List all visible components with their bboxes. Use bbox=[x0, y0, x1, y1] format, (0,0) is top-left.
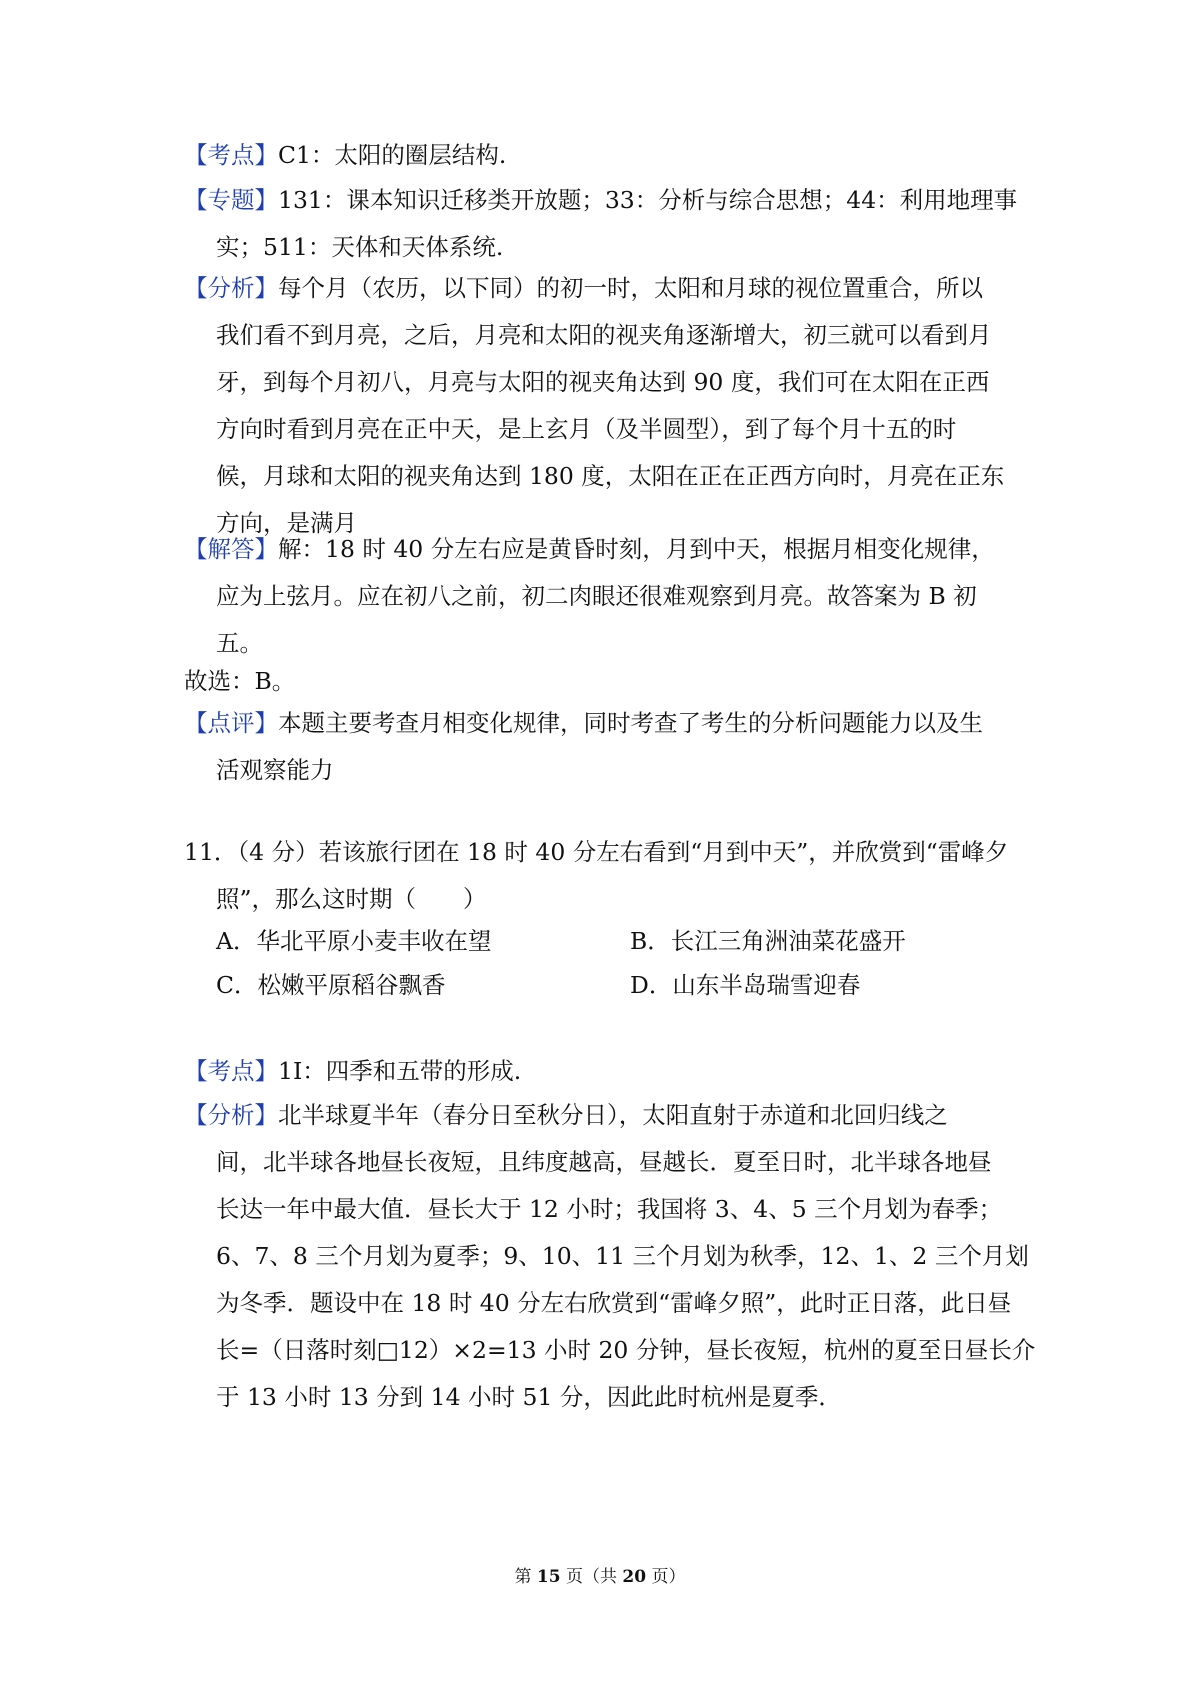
jieda-1-line-3: 五。 bbox=[216, 629, 263, 657]
fenxi-2 bbox=[184, 1092, 1036, 1421]
fenxi-1-line-1: 每个月（农历，以下同）的初一时，太阳和月球的视位置重合，所以 bbox=[278, 274, 983, 302]
option-a: A．华北平原小麦丰收在望 bbox=[216, 927, 492, 955]
kaodian-2-tag: 【考点】 bbox=[184, 1057, 278, 1085]
footer-suffix: 页） bbox=[651, 1567, 686, 1587]
fenxi-1-tag: 【分析】 bbox=[184, 274, 278, 302]
fenxi-2-line-3: 长达一年中最大值．昼长大于 12 小时；我国将 3、4、5 三个月划为春季； bbox=[216, 1195, 1003, 1223]
fenxi-1-line-6: 方向，是满月 bbox=[216, 509, 357, 537]
dianping-1-line-1: 本题主要考查月相变化规律，同时考查了考生的分析问题能力以及生 bbox=[278, 709, 983, 737]
footer-total-pages: 20 bbox=[622, 1567, 647, 1587]
question-11-line-1: 11．（4 分）若该旅行团在 18 时 40 分左右看到“月到中天”，并欣赏到“雷峰夕 bbox=[184, 838, 1009, 866]
dianping-1-tag: 【点评】 bbox=[184, 709, 278, 737]
fenxi-2-line-7: 于 13 小时 13 分到 14 小时 51 分，因此此时杭州是夏季． bbox=[216, 1383, 842, 1411]
dianping-1 bbox=[184, 700, 1024, 794]
option-c: C．松嫩平原稻谷飘香 bbox=[216, 971, 446, 999]
fenxi-1-line-5: 候，月球和太阳的视夹角达到 180 度，太阳在正在正西方向时，月亮在正东 bbox=[216, 462, 1005, 490]
guxuan-1-text: 故选：B。 bbox=[184, 667, 296, 695]
page-footer bbox=[0, 1565, 1200, 1589]
fenxi-2-line-2: 间，北半球各地昼长夜短，且纬度越高，昼越长．夏至日时，北半球各地昼 bbox=[216, 1148, 992, 1176]
option-b: B．长江三角洲油菜花盛开 bbox=[630, 927, 906, 955]
fenxi-2-line-1: 北半球夏半年（春分日至秋分日），太阳直射于赤道和北回归线之 bbox=[278, 1101, 948, 1129]
kaodian-1-tag: 【考点】 bbox=[184, 141, 278, 169]
footer-prefix: 第 bbox=[514, 1567, 532, 1587]
question-11 bbox=[184, 829, 1024, 923]
jieda-1-line-1: 解：18 时 40 分左右应是黄昏时刻，月到中天，根据月相变化规律， bbox=[278, 535, 995, 563]
footer-middle: 页（共 bbox=[566, 1567, 617, 1587]
guxuan-1 bbox=[184, 658, 1024, 705]
jieda-1-line-2: 应为上弦月。应在初八之前，初二肉眼还很难观察到月亮。故答案为 B 初 bbox=[216, 582, 977, 610]
question-11-line-2: 照”，那么这时期（ ） bbox=[216, 885, 487, 913]
footer-page-number: 15 bbox=[536, 1567, 561, 1587]
fenxi-2-tag: 【分析】 bbox=[184, 1101, 278, 1129]
kaodian-1 bbox=[184, 132, 1024, 179]
fenxi-1-line-4: 方向时看到月亮在正中天，是上玄月（及半圆型），到了每个月十五的时 bbox=[216, 415, 957, 443]
fenxi-1 bbox=[184, 265, 1024, 547]
zhuanti-1 bbox=[184, 177, 1024, 271]
kaodian-2 bbox=[184, 1048, 1024, 1095]
fenxi-1-line-2: 我们看不到月亮，之后，月亮和太阳的视夹角逐渐增大，初三就可以看到月 bbox=[216, 321, 992, 349]
zhuanti-1-line-2: 实；511：天体和天体系统. bbox=[216, 233, 504, 261]
option-d: D．山东半岛瑞雪迎春 bbox=[630, 971, 861, 999]
jieda-1 bbox=[184, 526, 1024, 667]
jieda-1-tag: 【解答】 bbox=[184, 535, 278, 563]
kaodian-1-text: C1：太阳的圈层结构. bbox=[278, 141, 507, 169]
zhuanti-1-line-1: 131：课本知识迁移类开放题；33：分析与综合思想；44：利用地理事 bbox=[278, 186, 1018, 214]
fenxi-2-line-5: 为冬季．题设中在 18 时 40 分左右欣赏到“雷峰夕照”，此时正日落，此日昼 bbox=[216, 1289, 1012, 1317]
zhuanti-1-tag: 【专题】 bbox=[184, 186, 278, 214]
fenxi-2-line-4: 6、7、8 三个月划为夏季；9、10、11 三个月划为秋季，12、1、2 三个月划 bbox=[216, 1242, 1029, 1270]
fenxi-2-line-6: 长=（日落时刻□12）×2=13 小时 20 分钟，昼长夜短，杭州的夏至日昼长介 bbox=[216, 1336, 1036, 1364]
dianping-1-line-2: 活观察能力 bbox=[216, 756, 334, 784]
fenxi-1-line-3: 牙，到每个月初八，月亮与太阳的视夹角达到 90 度，我们可在太阳在正西 bbox=[216, 368, 990, 396]
kaodian-2-text: 1I：四季和五带的形成. bbox=[278, 1057, 522, 1085]
